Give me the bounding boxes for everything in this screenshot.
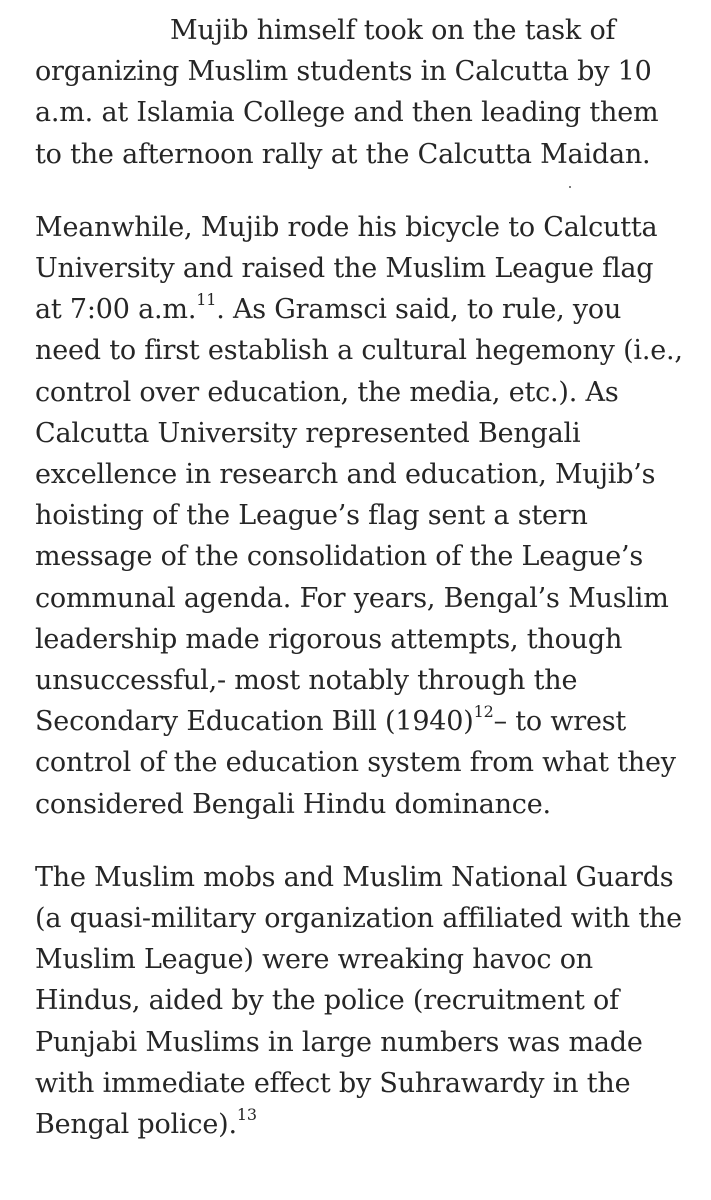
paragraph-text-part-3: – to wrest control of the education system from what they considered Bengali Hindu dominance. [35, 706, 676, 820]
paragraph-mujib-organizing [35, 10, 687, 175]
paragraph-text: Mujib himself took on the task of organizing Muslim students in Calcutta by 10 a.m. at Islamia College and then leading them to the afternoon rally at the Calcutta Maidan. [35, 15, 659, 170]
footnote-marker-11[interactable]: 11 [196, 290, 217, 310]
paragraph-muslim-mobs [35, 857, 687, 1145]
footnote-marker-12[interactable]: 12 [473, 702, 494, 722]
paragraph-text-part-2: . As Gramsci said, to rule, you need to first establish a cultural hegemony (i.e., control over education, the media, etc.). As Calcutta University represented Bengali excellence in research and education, Mujib’s hoisting of the League’s flag sent a stern message of the consolidation of the League’s communal agenda. For years, Bengal’s Muslim leadership made rigorous attempts, though unsuccessful,- most notably through the Secondary Education Bill (1940) [35, 294, 683, 738]
scan-speck [569, 186, 571, 188]
paragraph-text-part-1: Meanwhile, Mujib rode his bicycle to Calcutta University and raised the Muslim League flag at 7:00 a.m. [35, 211, 658, 326]
paragraph-text: The Muslim mobs and Muslim National Guards (a quasi-military organization affiliated with the Muslim League) were wreaking havoc on Hindus, aided by the police (recruitment of Punjabi Muslims in large numbers was made with immediate effect by Suhrawardy in the Bengal police). [35, 861, 682, 1141]
footnote-marker-13[interactable]: 13 [236, 1105, 257, 1125]
paragraph-university-flag [35, 207, 687, 825]
